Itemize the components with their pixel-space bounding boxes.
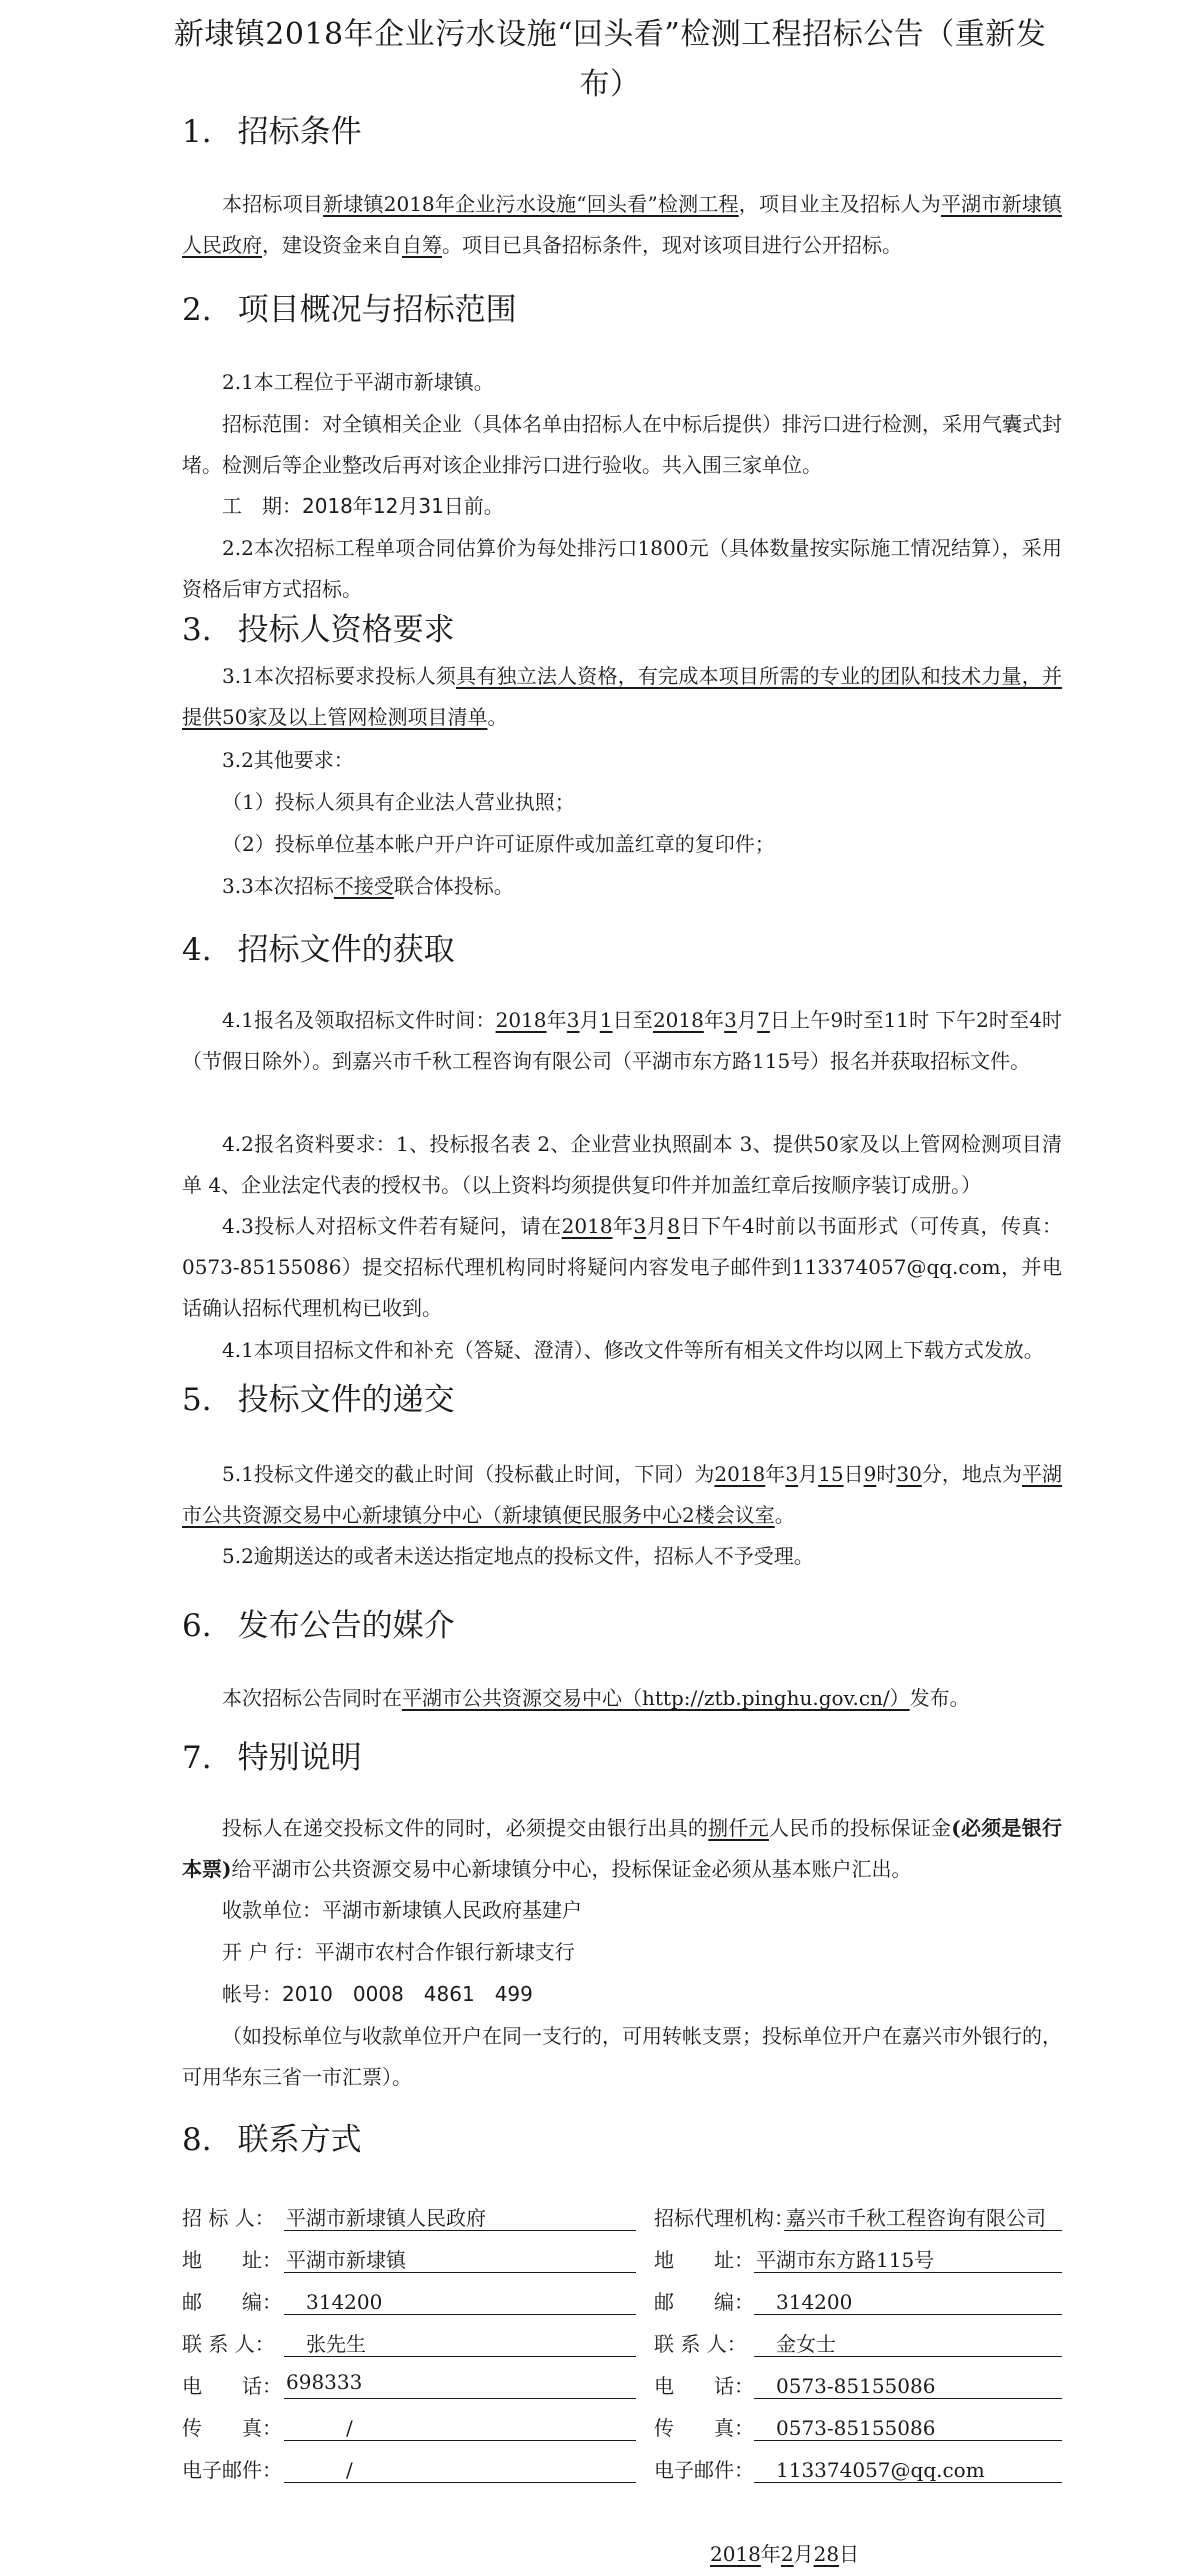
account-number: 2010 0008 4861 499: [282, 1982, 533, 2006]
contact-label: 电 话：: [182, 2374, 282, 2398]
scope-paragraph: 招标范围：对全镇相关企业（具体名单由招标人在中标后提供）排污口进行检测，采用气囊式封堵。检测后等企业整改后再对该企业排污口进行验收。共入围三家单位。: [182, 412, 1062, 477]
contact-label: 地 址：: [182, 2248, 282, 2272]
duration-label: 工 期：: [222, 494, 302, 518]
date-year: 2018: [652, 1008, 704, 1032]
section-title: 特别说明: [237, 1740, 362, 1776]
contact-label: 地 址：: [654, 2248, 754, 2272]
section-title: 项目概况与招标范围: [237, 292, 517, 328]
registration-materials-paragraph: 4.2报名资料要求：1、投标报名表 2、企业营业执照副本 3、提供50家及以上管网检测项目清单 4、企业法定代表的授权书。（以上资料均须提供复印件并加盖红章后按顺序装订成册。）: [182, 1132, 1062, 1197]
duration-value: 2018年12月31日前。: [302, 494, 504, 518]
text: 上午9时至11时 下午2时至4时（节假日除外）。到嘉兴市千秋工程咨询有限公司（平湖市东方路115号）报名并获取招标文件。: [182, 1008, 1063, 1073]
text: 月: [579, 1008, 600, 1032]
text: 月: [798, 1462, 819, 1486]
text: 人民币的投标保证金: [768, 1816, 952, 1840]
text: 联合体投标。: [393, 874, 514, 898]
section-number: 5.: [182, 1382, 212, 1418]
contact-value: /: [284, 2412, 636, 2441]
text: 投标人在递交投标文件的同时，必须提交由银行出具的: [222, 1816, 709, 1840]
section-7-heading: [182, 1736, 362, 1780]
contact-label: 传 真：: [182, 2416, 282, 2440]
section-number: 7.: [182, 1740, 212, 1776]
date-day: 15: [818, 1462, 844, 1486]
section-5-heading: [182, 1378, 455, 1422]
date-day: 1: [599, 1008, 613, 1032]
deadline-paragraph: [182, 1454, 1062, 1536]
contact-label: 联 系 人：: [654, 2332, 747, 2356]
section-4-heading: [182, 928, 455, 972]
date-month: 3: [785, 1462, 799, 1486]
download-paragraph: 4.1本项目招标文件和补充（答疑、澄清）、修改文件等所有相关文件均以网上下载方式发放。: [222, 1338, 1044, 1362]
publication-site-link[interactable]: 平湖市公共资源交易中心（http://ztb.pinghu.gov.cn/）: [402, 1686, 910, 1710]
text: 年: [612, 1214, 634, 1238]
section-1-heading: [182, 110, 362, 154]
contact-label: 传 真：: [654, 2416, 754, 2440]
section-6-heading: [182, 1604, 455, 1648]
contact-label: 电子邮件：: [182, 2458, 282, 2482]
registration-paragraph: [182, 1000, 1062, 1082]
section-title: 投标人资格要求: [237, 612, 455, 648]
fund-source: 自筹: [402, 233, 442, 257]
date-month: 2: [780, 2542, 794, 2566]
text: 月: [736, 1008, 758, 1032]
text: 本招标项目: [222, 192, 324, 216]
date-year: 2018: [710, 2542, 761, 2566]
text: 。: [774, 1503, 795, 1527]
date-month: 3: [633, 1214, 647, 1238]
late-submission-paragraph: 5.2逾期送达的或者未送达指定地点的投标文件，招标人不予受理。: [222, 1544, 814, 1568]
contact-value: 314200: [754, 2286, 1062, 2315]
text: 本次招标公告同时在: [222, 1686, 402, 1710]
contact-label: 邮 编：: [654, 2290, 754, 2314]
contract-price-paragraph: 2.2本次招标工程单项合同估算价为每处排污口1800元（具体数量按实际施工情况结算），采用资格后审方式招标。: [182, 536, 1062, 601]
section-1-paragraph: [182, 184, 1062, 266]
account-label: 帐号：: [222, 1982, 282, 2006]
text: ，项目业主及招标人为: [738, 192, 941, 216]
section-8-heading: [182, 2118, 362, 2162]
text: 4.1报名及领取招标文件时间：: [222, 1008, 496, 1032]
contact-row: [182, 2322, 1062, 2362]
contact-value: 金女士: [754, 2328, 1062, 2357]
section-2-heading: [182, 288, 517, 332]
contact-value: 698333: [284, 2370, 636, 2399]
date-year: 2018: [714, 1462, 766, 1486]
section-number: 1.: [182, 114, 212, 150]
location-paragraph: 2.1本工程位于平湖市新埭镇。: [222, 370, 494, 394]
section-number: 2.: [182, 292, 212, 328]
contact-value: 0573-85155086: [754, 2370, 1062, 2399]
text: 日: [769, 1008, 791, 1032]
contact-row: [182, 2406, 1062, 2446]
text: 分，地点为: [921, 1462, 1022, 1486]
date-month: 3: [724, 1008, 737, 1032]
deposit-paragraph: [182, 1808, 1062, 1890]
consortium-paragraph: [182, 866, 1062, 907]
bank-paragraph: 开 户 行：平湖市农村合作银行新埭支行: [222, 1940, 575, 1964]
text: 年: [765, 1462, 786, 1486]
text: 3.1本次招标要求投标人须: [222, 664, 457, 688]
contact-value: 0573-85155086: [754, 2412, 1062, 2441]
bank-draft-note: (必须是银行本票): [182, 1816, 1063, 1881]
section-number: 6.: [182, 1608, 212, 1644]
not-accepted: 不接受: [333, 874, 394, 898]
text: 日: [843, 1462, 864, 1486]
text: 时: [876, 1462, 897, 1486]
requirement-2: （2）投标单位基本帐户开户许可证原件或加盖红章的复印件；: [222, 832, 775, 856]
time-hour: 9: [863, 1462, 877, 1486]
text: ，建设资金来自: [262, 233, 402, 257]
contact-value: 314200: [284, 2286, 636, 2315]
date-year: 2018: [495, 1008, 547, 1032]
questions-paragraph: [182, 1206, 1062, 1329]
section-title: 发布公告的媒介: [237, 1608, 455, 1644]
section-title: 联系方式: [237, 2122, 362, 2158]
contact-row: [182, 2238, 1062, 2278]
section-title: 招标条件: [237, 114, 362, 150]
text: 4.3投标人对招标文件若有疑问，请在: [222, 1214, 562, 1238]
date-day: 8: [667, 1214, 680, 1238]
time-minute: 30: [896, 1462, 922, 1486]
text: 年: [760, 2542, 781, 2566]
document-title: 新埭镇2018年企业污水设施“回头看”检测工程招标公告（重新发布）: [173, 17, 1047, 102]
text: 3.3本次招标: [222, 874, 334, 898]
contact-row: [182, 2280, 1062, 2320]
contact-value: 平湖市东方路115号: [754, 2244, 1062, 2273]
media-paragraph: [182, 1678, 1062, 1719]
section-number: 3.: [182, 612, 212, 648]
contact-value: /: [284, 2454, 636, 2483]
announcement-date: [710, 2538, 859, 2567]
submission-location: 平湖市公共资源交易中心新埭镇分中心（新埭镇便民服务中心2楼会议室: [182, 1462, 1063, 1527]
section-number: 4.: [182, 932, 212, 968]
transfer-note-paragraph: （如投标单位与收款单位开户在同一支行的，可用转帐支票；投标单位开户在嘉兴市外银行的，可用华东三省一市汇票）。: [182, 2024, 1062, 2089]
other-requirements-paragraph: 3.2其他要求：: [222, 748, 354, 772]
contact-value: 张先生: [284, 2328, 636, 2357]
contact-label: 联 系 人：: [182, 2332, 275, 2356]
section-3-heading: [182, 608, 455, 652]
payee-paragraph: 收款单位：平湖市新埭镇人民政府基建户: [222, 1898, 582, 1922]
text: 年: [703, 1008, 725, 1032]
contact-row: [182, 2196, 1062, 2236]
requirement-1: （1）投标人须具有企业法人营业执照；: [222, 790, 575, 814]
contact-label: 招标代理机构：: [654, 2206, 794, 2230]
contact-value: 平湖市新埭镇人民政府: [284, 2202, 636, 2231]
text: 月: [793, 2542, 814, 2566]
section-title: 投标文件的递交: [237, 1382, 455, 1418]
text: 年: [546, 1008, 567, 1032]
text: 5.1投标文件递交的截止时间（投标截止时间，下同）为: [222, 1462, 715, 1486]
qualification-requirement: 具有独立法人资格，有完成本项目所需的专业的团队和技术力量，并提供50家及以上管网检测项目清单: [182, 664, 1062, 729]
deposit-amount: 捌仟元: [708, 1816, 769, 1840]
contact-value: 平湖市新埭镇: [284, 2244, 636, 2273]
project-owner: 平湖市新埭镇人民政府: [182, 192, 1063, 257]
contact-row: [182, 2364, 1062, 2404]
text: 。: [487, 705, 508, 729]
text: 日下午4时前以书面形式（可传真，传真：0573-85155086）提交招标代理机构同时将疑问内容发电子邮件到113374057@qq.com，并电话确认招标代理机构已收到。: [182, 1214, 1063, 1320]
text: 给平湖市公共资源交易中心新埭镇分中心，投标保证金必须从基本账户汇出。: [231, 1857, 912, 1881]
text: 。项目已具备招标条件，现对该项目进行公开招标。: [442, 233, 902, 257]
qualification-paragraph: [182, 656, 1062, 738]
text: 日: [839, 2542, 860, 2566]
text: 月: [646, 1214, 668, 1238]
contact-label: 招 标 人：: [182, 2206, 275, 2230]
contact-label: 邮 编：: [182, 2290, 282, 2314]
date-day: 7: [757, 1008, 770, 1032]
section-title: 招标文件的获取: [237, 932, 455, 968]
date-day: 28: [813, 2542, 840, 2566]
contact-row: [182, 2448, 1062, 2488]
section-number: 8.: [182, 2122, 212, 2158]
contact-value: 嘉兴市千秋工程咨询有限公司: [784, 2202, 1062, 2231]
text: 发布。: [909, 1686, 970, 1710]
contact-label: 电子邮件：: [654, 2458, 754, 2482]
text: 日至: [612, 1008, 653, 1032]
account-paragraph: [182, 1974, 1062, 2015]
date-year: 2018: [561, 1214, 613, 1238]
duration-paragraph: [182, 486, 1062, 527]
contact-email[interactable]: 113374057@qq.com: [754, 2454, 1062, 2483]
date-month: 3: [566, 1008, 580, 1032]
project-name: 新埭镇2018年企业污水设施“回头看”检测工程: [323, 192, 739, 216]
contact-label: 电 话：: [654, 2374, 754, 2398]
